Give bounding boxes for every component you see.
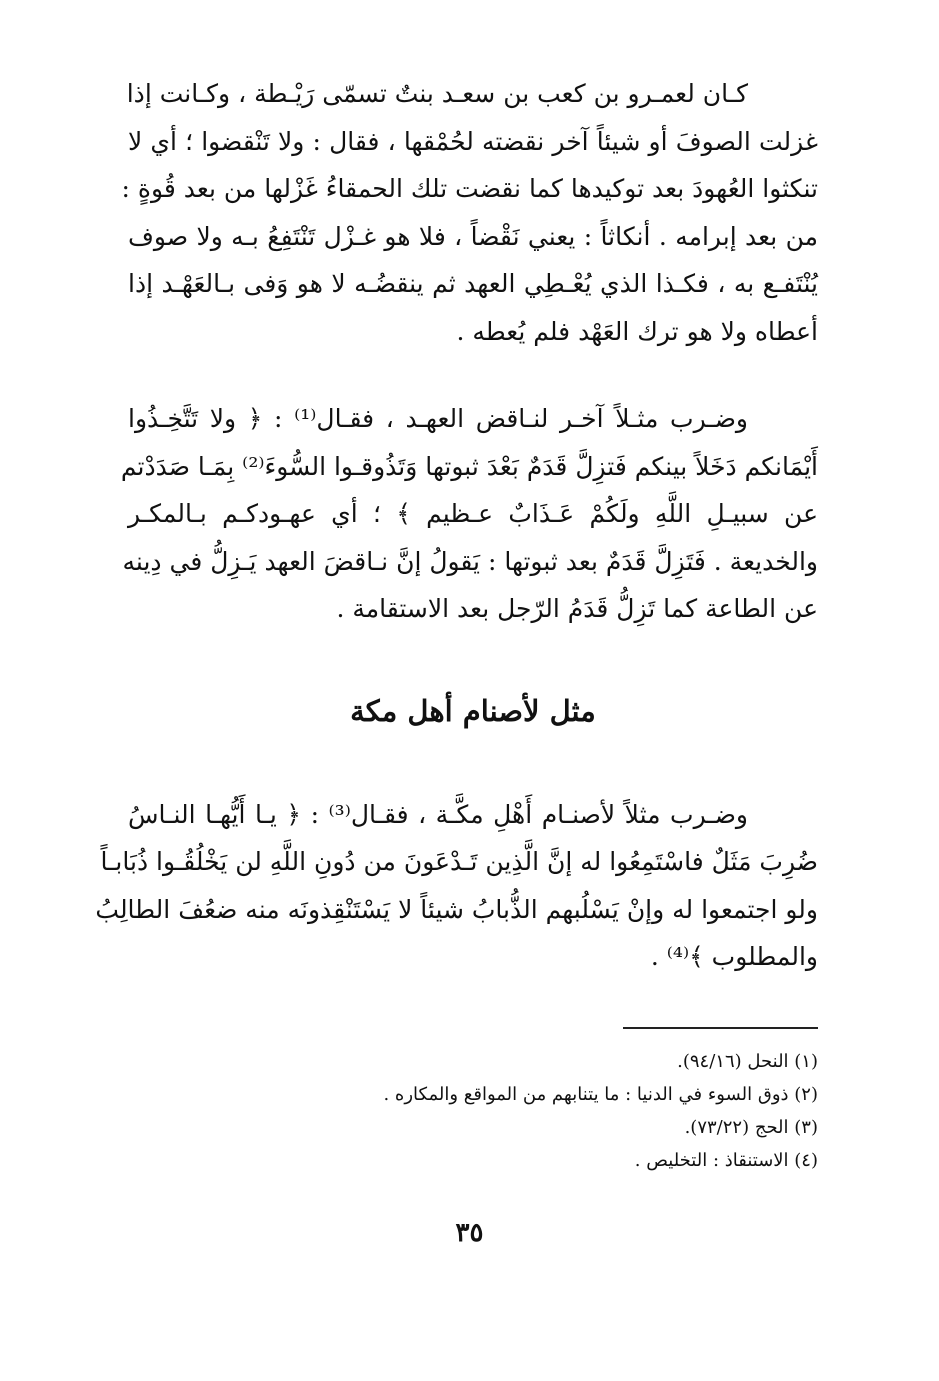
page-body: [95, 70, 818, 1171]
text-line: أعطاه ولا هو ترك العَهْد فلم يُعطه .: [456, 316, 818, 346]
text-line: غزلت الصوفَ أو شيئاً آخر نقضته لحُمْقها ، فقال : ولا تَنْقضوا ؛ أي لا: [128, 126, 818, 156]
footnotes: [128, 1045, 818, 1177]
text-line: تنكثوا العُهودَ بعد توكيدها كما نقضت تلك الحمقاءُ غَزْلها من بعد قُوةٍ :: [121, 174, 818, 203]
text-line: كـان لعمـرو بن كعب بن سعـد بنتٌ تسمّى رَيْـطة ، وكـانت إذا: [126, 79, 748, 108]
paragraph-2: [120, 395, 818, 633]
text-line: وضـرب مثلاً لأصنـام أَهْلِ مكَّـة ، فقـال⁽³⁾ : ﴿ يـا أَيُّهـا النـاسُ: [128, 799, 748, 829]
text-line: والمطلوب ﴾⁽⁴⁾ .: [650, 942, 818, 971]
text-line: ولو اجتمعوا له وإنْ يَسْلُبهم الذُّبابُ شيئاً لا يَسْتَنْقِذونَه منه ضعُفَ الطالِبُ: [95, 894, 818, 924]
text-line: وضـرب مثـلاً آخـر لنـاقض العهـد ، فقـال⁽¹⁾ : ﴿ ولا تَتَّخِـذُوا: [128, 404, 749, 433]
text-line: عن الطاعة كما تَزِلُّ قَدَمُ الرّجل بعد الاستقامة .: [336, 594, 818, 623]
text-line: يُنْتَفـع به ، فكـذا الذي يُعْـطِي العهد ثم ينقضُـه لا هو وَفى بـالعَهْـد إذا: [128, 269, 818, 298]
footnote-2: (٢) ذوق السوء في الدنيا : ما يتنابهم من المواقع والمكاره .: [383, 1084, 818, 1105]
text-line: من بعد إبرامه . أنكاثاً : يعني نَقْضاً ، فلا هو غـزْل تَنْتَفِعُ بـه ولا صوف: [128, 221, 818, 251]
text-line: عن سبيـلِ اللَّهِ ولَكُمْ عَـذَابٌ عـظيم ﴾ ؛ أي عهـودكـم بـالمكـر: [128, 499, 818, 528]
footnote-1: (١) النحل (٩٤/١٦).: [677, 1051, 818, 1072]
section-heading: مثل لأصنام أهل مكة: [350, 693, 596, 728]
paragraph-1: [121, 70, 818, 355]
page-number: ٣٥: [455, 1218, 484, 1248]
paragraph-3: [95, 791, 818, 981]
footnote-separator: [623, 1027, 818, 1029]
footnote-4: (٤) الاستنقاذ : التخليص .: [634, 1150, 818, 1171]
text-line: أَيْمَانكم دَخَلاً بينكم فَتزِلَّ قَدَمٌ بَعْدَ ثبوتها وَتَذُوقـوا السُّوءَ⁽²⁾ بِمَـا صَدَدْتم: [120, 451, 818, 481]
text-line: ضُرِبَ مَثَلٌ فاسْتَمِعُوا له إنَّ الَّذِين تَـدْعَونَ من دُونِ اللَّهِ لن يَخْلُقُـوا ذُبَابـاً: [100, 847, 818, 876]
text-line: والخديعة . فَتَزِلَّ قَدَمٌ بعد ثبوتها : يَقولُ إنَّ نـاقضَ العهد يَـزِلُّ في دِينه: [122, 546, 818, 576]
footnote-3: (٣) الحج (٧٣/٢٢).: [684, 1117, 818, 1138]
